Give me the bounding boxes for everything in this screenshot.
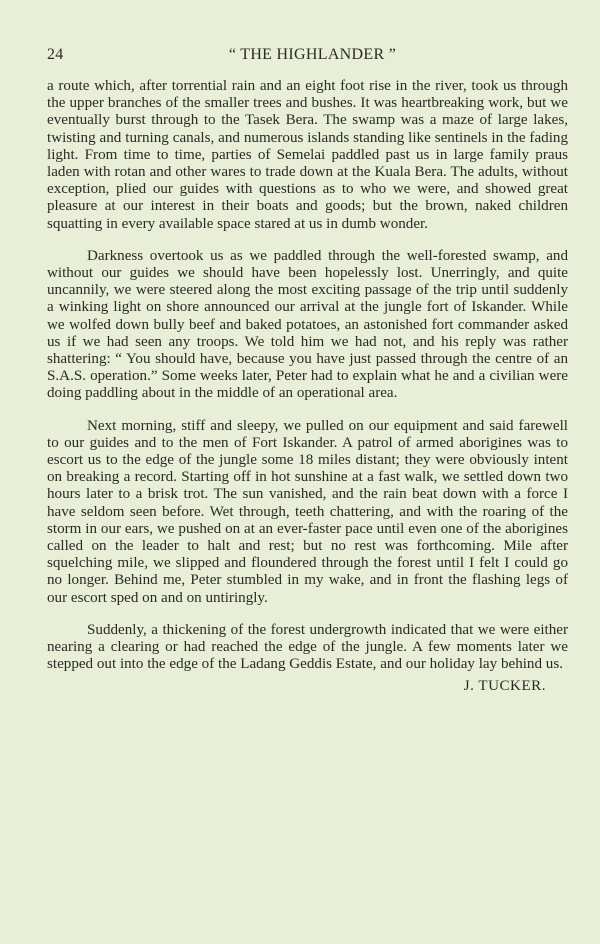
paragraph-2: Darkness overtook us as we paddled through the well-forested swamp, and without our guides we should have been hopelessly lost. Unerringly, and quite uncannily, we were steered along the most exciting passage of the trip until suddenly a winking light on shore announced our arrival at the jungle fort of Iskander. While we wolfed down bully beef and baked potatoes, an astonished fort commander asked us if we had seen any troops. We told him we had not, and his reply was rather shattering: “ You should have, because you have just passed through the centre of an S.A.S. operation.” Some weeks later, Peter had to explain what he and a civilian were doing paddling about in the middle of an operational area. <box>47 247 568 402</box>
author-signature: J. TUCKER. <box>463 677 546 694</box>
paragraph-1: a route which, after torrential rain and an eight foot rise in the river, took us through the upper branches of the smaller trees and bushes. It was heartbreaking work, but we eventually burst through to the Tasek Bera. The swamp was a maze of large lakes, twisting and turning canals, and numerous islands standing like sentinels in the fading light. From time to time, parties of Semelai paddled past us in large family praus laden with rotan and other wares to trade down at the Kuala Bera. The adults, without exception, plied our guides with questions as to who we were, and showed great pleasure at our interest in their boats and goods; but the brown, naked children squatting in every available space stared at us in dumb wonder. <box>47 78 568 232</box>
running-title: “ THE HIGHLANDER ” <box>228 46 397 63</box>
paragraph-4: Suddenly, a thickening of the forest undergrowth indicated that we were either nearing a clearing or had reached the edge of the jungle. A few moments later we stepped out into the edge of the Ladang Geddis Estate, and our holiday lay behind us. <box>47 621 568 673</box>
page-number: 24 <box>47 46 64 63</box>
page-header <box>47 46 568 70</box>
article-body <box>47 78 568 695</box>
paragraph-3: Next morning, stiff and sleepy, we pulled on our equipment and said farewell to our guides and to the men of Fort Iskander. A patrol of armed aborigines was to escort us to the edge of the jungle some 18 miles distant; they were obviously intent on breaking a record. Starting off in hot sunshine at a fast walk, we settled down two hours later to a brisk trot. The sun vanished, and the rain beat down with a force I have seldom seen before. Wet through, teeth chattering, and with the roaring of the storm in our ears, we pushed on at an ever-faster pace until even one of the aborigines called on the leader to halt and rest; but no rest was forthcoming. Mile after squelching mile, we slipped and floundered through the forest until I felt I could go no longer. Behind me, Peter stumbled in my wake, and in front the flashing legs of our escort sped on and on untiringly. <box>47 417 568 606</box>
